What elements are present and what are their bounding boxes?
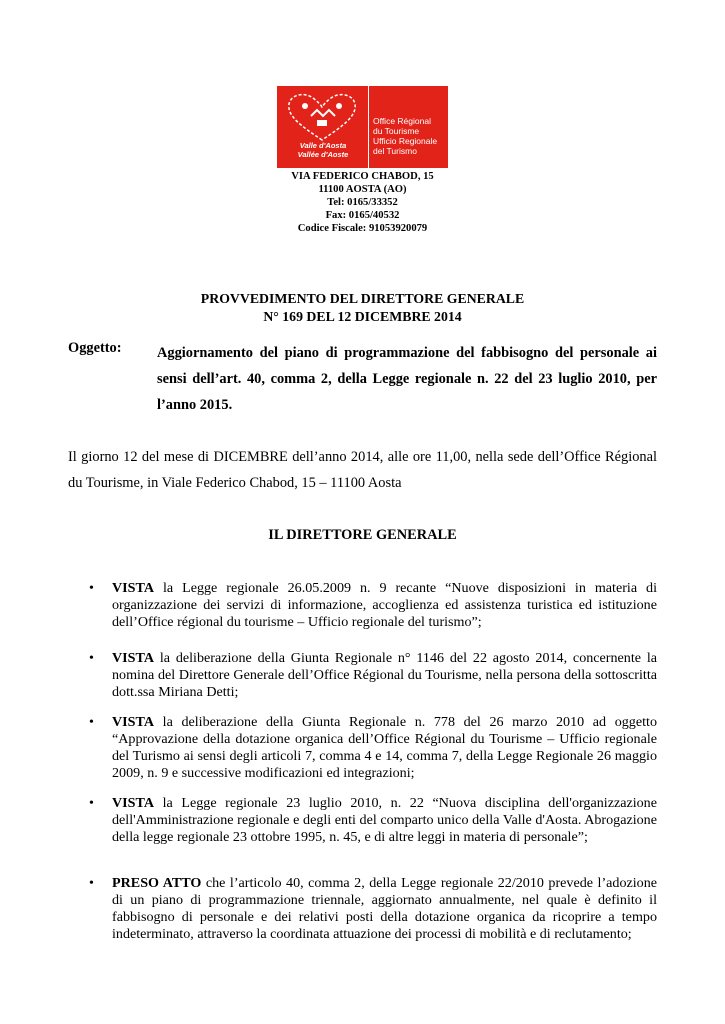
list-item-text: la Legge regionale 26.05.2009 n. 9 recante “Nuove disposizioni in materia di organizzazione dei servizi di informazione, accoglienza ed assistenza turistica ed istituzione dell’Office régional du tourisme – Ufficio regionale del turismo”; — [112, 580, 657, 630]
logo-org-line-2: du Tourisme — [373, 126, 420, 136]
section-heading: IL DIRETTORE GENERALE — [268, 527, 457, 543]
logo-right-text — [373, 116, 437, 156]
document-title-line-2: N° 169 DEL 12 DICEMBRE 2014 — [263, 309, 462, 324]
list-item — [89, 714, 657, 782]
bullet-icon: • — [89, 651, 94, 666]
address-city: 11100 AOSTA (AO) — [318, 184, 407, 195]
logo-valle-text: Valle d'Aosta — [299, 141, 347, 150]
list-item-text: che l’articolo 40, comma 2, della Legge regionale 22/2010 prevede l’adozione di un piano di programmazione triennale, aggiornato annualmente, nel quale è definito il fabbisogno di personale e dei relativi posti della dotazione organica da ricoprire a tempo indeterminato, attraverso la coordinata attuazione dei processi di mobilità e di reclutamento; — [112, 875, 658, 942]
heart-emblem-icon — [281, 90, 363, 142]
list-item — [89, 795, 657, 846]
bullet-icon: • — [89, 876, 94, 891]
list-item-keyword: VISTA — [112, 795, 155, 811]
logo-org-line-1: Office Régional — [373, 116, 431, 126]
subject-label: Oggetto: — [68, 340, 122, 356]
address-fax: Fax: 0165/40532 — [325, 210, 400, 221]
list-item-keyword: VISTA — [112, 714, 155, 730]
address-tel: Tel: 0165/33352 — [327, 197, 398, 208]
document-title — [100, 290, 625, 326]
list-item-keyword: PRESO ATTO — [112, 875, 202, 891]
list-item — [89, 580, 657, 631]
bullet-icon: • — [89, 581, 94, 596]
intro-paragraph: Il giorno 12 del mese di DICEMBRE dell’anno 2014, alle ore 11,00, nella sede dell’Office Régional du Tourisme, in Viale Federico Chabod, 15 – 11100 Aosta — [68, 449, 657, 491]
address-fiscal-code: Codice Fiscale: 91053920079 — [297, 223, 428, 234]
logo-divider — [368, 86, 369, 168]
document-title-line-1: PROVVEDIMENTO DEL DIRETTORE GENERALE — [200, 291, 525, 306]
logo-org-line-4: del Turismo — [373, 146, 417, 156]
logo-vallee-text: Vallée d'Aoste — [297, 149, 349, 159]
address-block — [200, 170, 525, 235]
list-item-text: la deliberazione della Giunta Regionale n° 1146 del 22 agosto 2014, concernente la nomina del Direttore Generale dell’Office Régional du Tourisme, nella persona della sottoscritta dott.ssa Miriana Detti; — [112, 650, 657, 700]
list-item-text: la Legge regionale 23 luglio 2010, n. 22 “Nuova disciplina dell'organizzazione dell'Amministrazione regionale e degli enti del comparto unico della Valle d'Aosta. Abrogazione della legge regionale 23 ottobre 1995, n. 45, e di altre leggi in materia di personale”; — [112, 795, 657, 845]
logo-org-line-3: Ufficio Regionale — [373, 136, 438, 146]
logo-left-text — [281, 142, 365, 159]
list-item-text: la deliberazione della Giunta Regionale n. 778 del 26 marzo 2010 ad oggetto “Approvazione della dotazione organica dell’Office Régional du Tourisme – Ufficio regionale del Turismo ai sensi degli articoli 7, comma 4 e 14, comma 7, della Legge Regionale 26 maggio 2009, n. 9 e successive modificazioni ed integrazioni; — [112, 714, 657, 781]
bullet-icon: • — [89, 715, 94, 730]
subject-text: Aggiornamento del piano di programmazione del fabbisogno del personale ai sensi dell’art. 40, comma 2, della Legge regionale n. 22 del 23 luglio 2010, per l’anno 2015. — [157, 345, 657, 413]
office-logo — [277, 86, 448, 168]
list-item — [89, 875, 658, 943]
address-street: VIA FEDERICO CHABOD, 15 — [291, 171, 434, 182]
bullet-icon: • — [89, 796, 94, 811]
list-item — [89, 650, 657, 701]
list-item-keyword: VISTA — [112, 580, 155, 596]
list-item-keyword: VISTA — [112, 650, 155, 666]
